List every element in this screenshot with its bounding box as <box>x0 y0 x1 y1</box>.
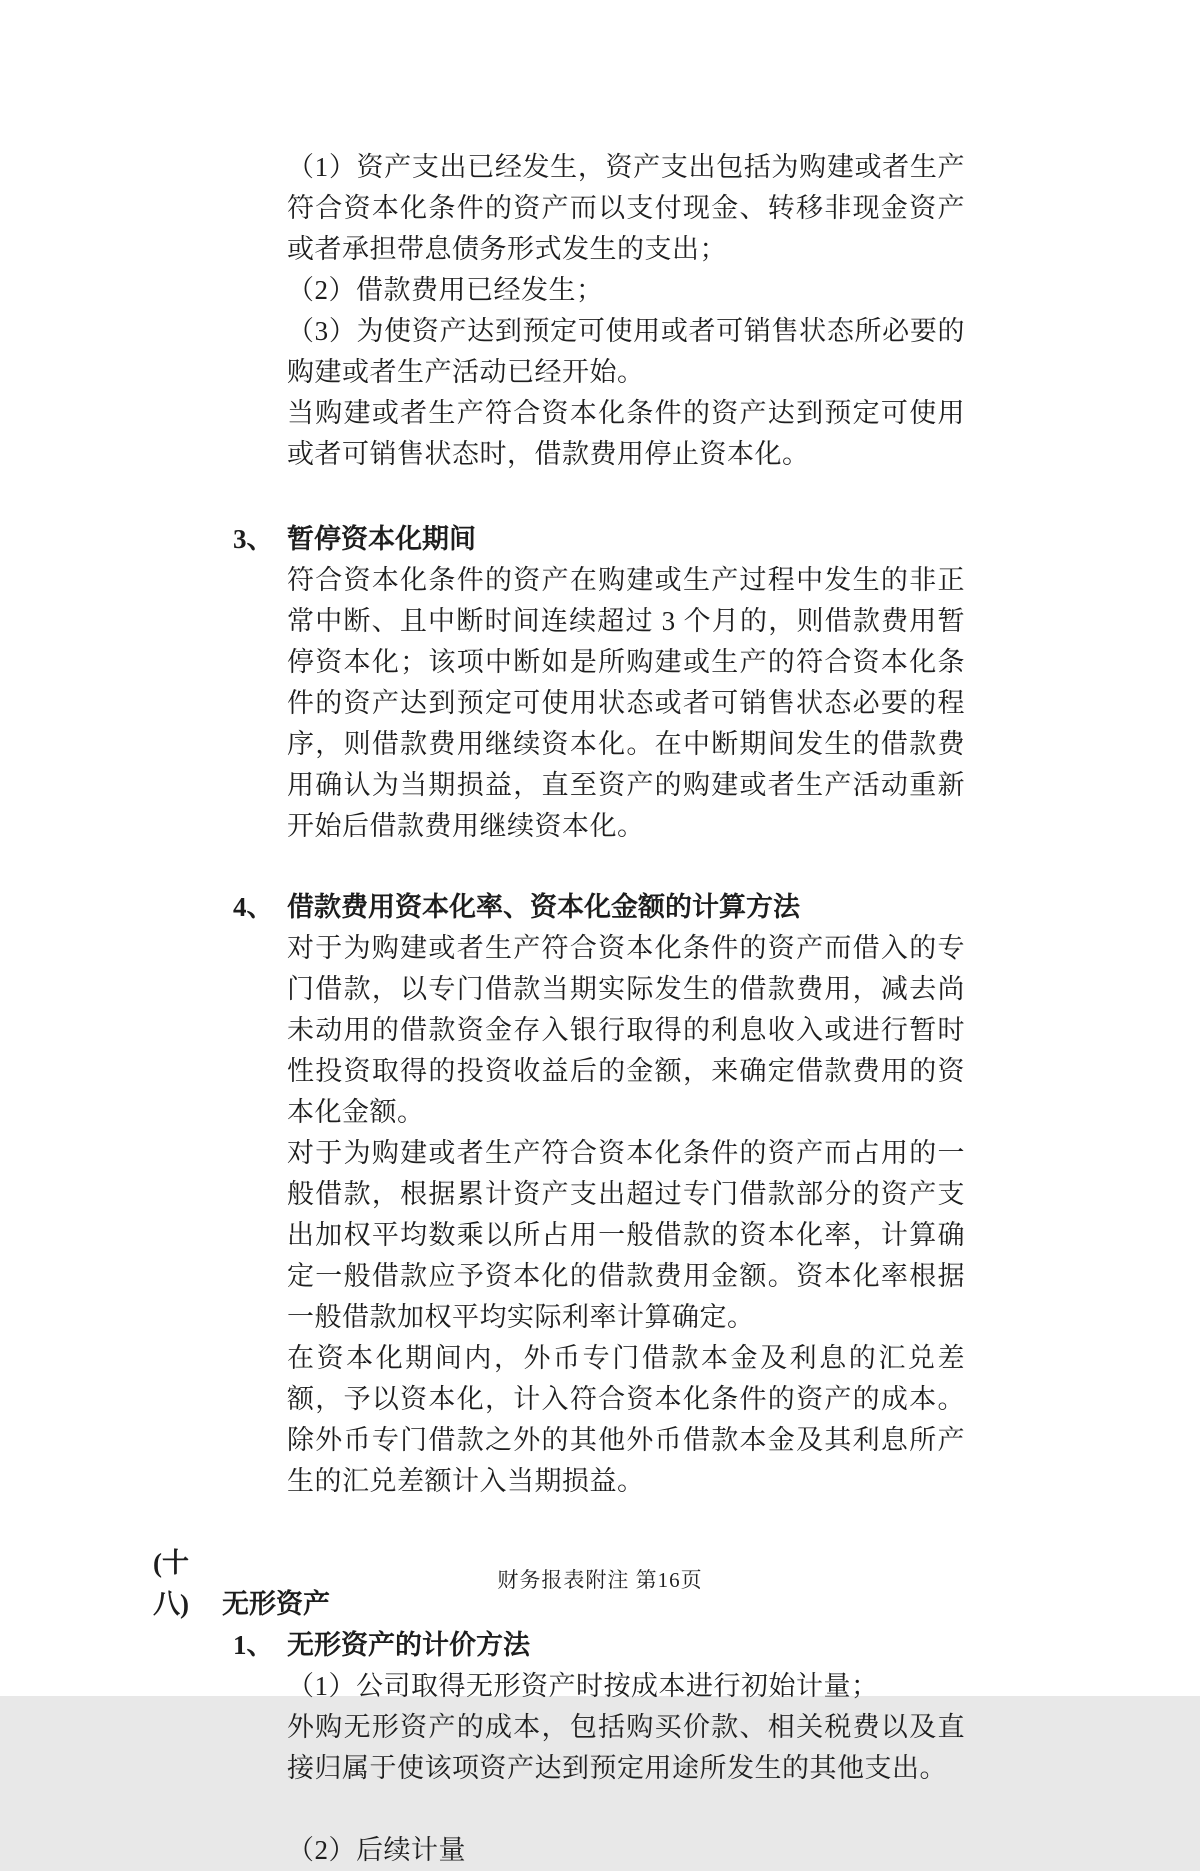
paragraph-initial-measurement: （1）公司取得无形资产时按成本进行初始计量； <box>287 1671 879 1701</box>
subsection-heading <box>233 1625 1200 1666</box>
section-number: 4、 <box>233 892 274 922</box>
subsection-number: 1、 <box>233 1630 274 1660</box>
section-title: 借款费用资本化率、资本化金额的计算方法 <box>287 892 800 922</box>
paragraph-condition-1: （1）资产支出已经发生，资产支出包括为购建或者生产符合资本化条件的资产而以支付现金、转移非现金资产或者承担带息债务形式发生的支出； <box>287 152 965 264</box>
subsection-title: 无形资产的计价方法 <box>287 1630 530 1660</box>
section-number: 3、 <box>233 524 274 554</box>
section-capitalization-rate-method <box>0 887 1200 1502</box>
section-suspension-of-capitalization <box>0 519 1200 847</box>
paragraph-purchased-intangible-cost: 外购无形资产的成本，包括购买价款、相关税费以及直接归属于使该项资产达到预定用途所发生的其他支出。 <box>287 1712 965 1783</box>
page-footer: 财务报表附注 第16页 <box>497 1568 703 1592</box>
paragraph-condition-3: （3）为使资产达到预定可使用或者可销售状态所必要的购建或者生产活动已经开始。 <box>287 316 965 387</box>
paragraph-suspension-body: 符合资本化条件的资产在购建或生产过程中发生的非正常中断、且中断时间连续超过 3 个月的，则借款费用暂停资本化；该项中断如是所购建或生产的符合资本化条件的资产达到预定可使用状态或者可销售状态必要的程序，则借款费用继续资本化。在中断期间发生的借款费用确认为当期损益，直至资产的购建或者生产活动重新开始后借款费用继续资本化。 <box>287 565 965 841</box>
chapter-number: (十八) <box>153 1548 189 1619</box>
section-heading <box>233 887 1200 928</box>
capitalization-conditions-list <box>0 147 1200 475</box>
paragraph-capitalization-stop: 当购建或者生产符合资本化条件的资产达到预定可使用或者可销售状态时，借款费用停止资本化。 <box>287 398 965 469</box>
section-title: 暂停资本化期间 <box>287 524 476 554</box>
section-heading <box>233 519 1200 560</box>
paragraph-subsequent-measurement: （2）后续计量 <box>287 1835 466 1865</box>
paragraph-foreign-currency-borrowings: 在资本化期间内，外币专门借款本金及利息的汇兑差额，予以资本化，计入符合资本化条件的资产的成本。除外币专门借款之外的其他外币借款本金及其利息所产生的汇兑差额计入当期损益。 <box>287 1343 965 1496</box>
paragraph-general-borrowings: 对于为购建或者生产符合资本化条件的资产而占用的一般借款，根据累计资产支出超过专门借款部分的资产支出加权平均数乘以所占用一般借款的资本化率，计算确定一般借款应予资本化的借款费用金额。资本化率根据一般借款加权平均实际利率计算确定。 <box>287 1138 965 1332</box>
paragraph-specific-borrowings: 对于为购建或者生产符合资本化条件的资产而借入的专门借款，以专门借款当期实际发生的借款费用，减去尚未动用的借款资金存入银行取得的利息收入或进行暂时性投资取得的投资收益后的金额，来确定借款费用的资本化金额。 <box>287 933 965 1127</box>
chapter-title: 无形资产 <box>222 1589 330 1619</box>
paragraph-condition-2: （2）借款费用已经发生； <box>287 275 604 305</box>
